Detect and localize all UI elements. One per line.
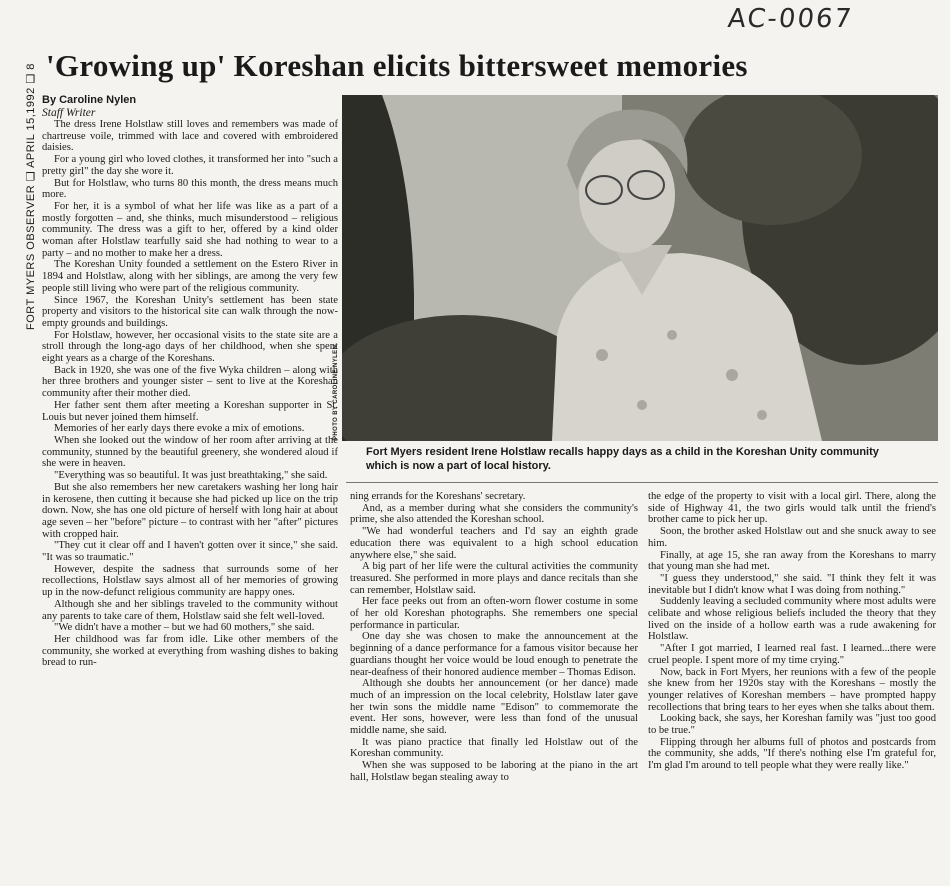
paragraph: Finally, at age 15, she ran away from the Koreshans to marry that young man she had met. — [648, 549, 936, 573]
paragraph: But for Holstlaw, who turns 80 this month, the dress means much more. — [42, 177, 338, 201]
paragraph: Her father sent them after meeting a Koreshan supporter in St. Louis but never joined them himself. — [42, 399, 338, 423]
source-label: FORT MYERS OBSERVER ❑ APRIL 15,1992 ❑ 8 — [25, 63, 37, 330]
paragraph: Now, back in Fort Myers, her reunions with a few of the people she knew from her 1920s stay with the Koreshans – mostly the younger relatives of Koreshan members – have prompted happy recollections that bring tears to her eyes when she talks about them. — [648, 666, 936, 713]
headline: 'Growing up' Koreshan elicits bittersweet memories — [46, 48, 748, 83]
paragraph: The Koreshan Unity founded a settlement on the Estero River in 1894 and Holstlaw, along with her siblings, are among the very few people still living who were part of the religious community. — [42, 259, 338, 294]
column-divider — [346, 482, 938, 483]
paragraph: A big part of her life were the cultural activities the community treasured. She performed in more plays and dance recitals than she can remember, Holstlaw said. — [350, 561, 638, 596]
paragraph: Flipping through her albums full of photos and postcards from the community, she adds, "If there's nothing else I'm grateful for, I'm glad I'm around to tell people what they were really like." — [648, 736, 936, 772]
paragraph: "They cut it clear off and I haven't gotten over it since," she said. "It was so traumatic." — [42, 540, 338, 564]
paragraph: "I guess they understood," she said. "I think they felt it was inevitable but I didn't know what I was doing from nothing." — [648, 572, 936, 596]
article-column-2 — [350, 491, 638, 784]
paragraph: Since 1967, the Koreshan Unity's settlement has been state property and visitors to the historical site can walk through the now-empty grounds and buildings. — [42, 294, 338, 329]
paragraph: "After I got married, I learned real fast. I learned...there were cruel people. I spent more of my time crying." — [648, 643, 936, 666]
paragraph: Her childhood was far from idle. Like other members of the community, she worked at everything from washing dishes to baking bread to run- — [42, 633, 338, 669]
paragraph: ning errands for the Koreshans' secretary. — [350, 491, 526, 502]
paragraph: Memories of her early days there evoke a mix of emotions. — [54, 423, 305, 435]
paragraph: For her, it is a symbol of what her life was like as a part of a mostly forgotten – and, she thinks, much misunderstood – religious community. The dress was a gift to her, offered by a kind older woman after Holstlaw tearfully said she had nothing to wear to a party – and no mother to make her a dress. — [42, 200, 338, 259]
photo-credit: PHOTO BY CAROLINE NYLEN — [333, 344, 339, 440]
paragraph: the edge of the property to visit with a local girl. There, along the side of Highway 41, the two girls would talk until the friend's brother came to pick her up. — [648, 491, 936, 526]
article-photo — [342, 95, 938, 441]
paragraph: When she was supposed to be laboring at the piano in the art hall, Holstlaw began stealing away to — [350, 760, 638, 783]
paragraph: It was piano practice that finally led Holstlaw out of the Koreshan community. — [350, 736, 638, 760]
byline: By Caroline Nylen — [42, 94, 137, 106]
archive-annotation: AC-0067 — [726, 4, 855, 34]
paragraph: Although she doubts her announcement (or her dance) made much of an impression on the local celebrity, Holstlaw later gave her twin sons the middle name "Edison" to commemorate the event. Her sons, however, were less than fond of the unusual middle name, she said. — [350, 678, 638, 737]
paragraph: "We didn't have a mother – but we had 60 mothers," she said. — [54, 622, 315, 634]
article-column-1 — [42, 119, 338, 669]
paragraph: For a young girl who loved clothes, it transformed her into "such a pretty girl" the day she wore it. — [42, 154, 338, 177]
paragraph: But she also remembers her new caretakers washing her long hair in kerosene, then cutting it because she had picked up lice on the trip down. Now, she has one old picture of herself with long hair at about age seven – her "before" picture – to contrast with her "after" pictures with cropped hair. — [42, 481, 338, 540]
paragraph: Looking back, she says, her Koreshan family was "just too good to be true." — [648, 713, 936, 737]
photo-caption: Fort Myers resident Irene Holstlaw recalls happy days as a child in the Koreshan Unity community which is now a part of local history. — [366, 446, 879, 472]
paragraph: However, despite the sadness that surrounds some of her recollections, Holstlaw says almost all of her memories of growing up in the now-defunct religious community are happy ones. — [42, 563, 338, 599]
paragraph: Back in 1920, she was one of the five Wyka children – along with her three brothers and younger sister – sent to live at the Koreshan community after their mother died. — [42, 364, 338, 400]
paragraph: When she looked out the window of her room after arriving at the community, stunned by the beautiful greenery, she wondered aloud if she were in heaven. — [42, 434, 338, 470]
paragraph: "We had wonderful teachers and I'd say an eighth grade education there was equivalent to a high school education anywhere else," she said. — [350, 526, 638, 561]
article-column-3 — [648, 491, 936, 772]
paragraph: And, as a member during what she considers the community's prime, she also attended the Koreshan school. — [350, 502, 638, 526]
paragraph: Soon, the brother asked Holstlaw out and she snuck away to see him. — [648, 526, 936, 549]
paragraph: One day she was chosen to make the announcement at the beginning of a dance performance for a famous visitor because her guardians thought her voice would be loud enough to penetrate the near-deafness of their honored audience member – Thomas Edison. — [350, 631, 638, 678]
paragraph: For Holstlaw, however, her occasional visits to the state site are a stroll through the long-ago days of her childhood, when she spent eight years as a charge of the Koreshans. — [42, 329, 338, 365]
paragraph: "Everything was so beautiful. It was just breathtaking," she said. — [54, 470, 328, 482]
paragraph: Suddenly leaving a secluded community where most adults were celibate and whose religious beliefs included the theory that they lived on the inside of a hollow earth was a rude awakening for Holstlaw. — [648, 596, 936, 643]
byline-role: Staff Writer — [42, 107, 96, 119]
paragraph: The dress Irene Holstlaw still loves and remembers was made of chartreuse voile, trimmed with lace and covered with embroidered daisies. — [42, 119, 338, 154]
paragraph: Her face peeks out from an often-worn flower costume in some of her old Koreshan photographs. She remembers one special performance in particular. — [350, 596, 638, 631]
paragraph: Although she and her siblings traveled to the community without any parents to take care of them, Holstlaw said she felt well-loved. — [42, 598, 338, 622]
